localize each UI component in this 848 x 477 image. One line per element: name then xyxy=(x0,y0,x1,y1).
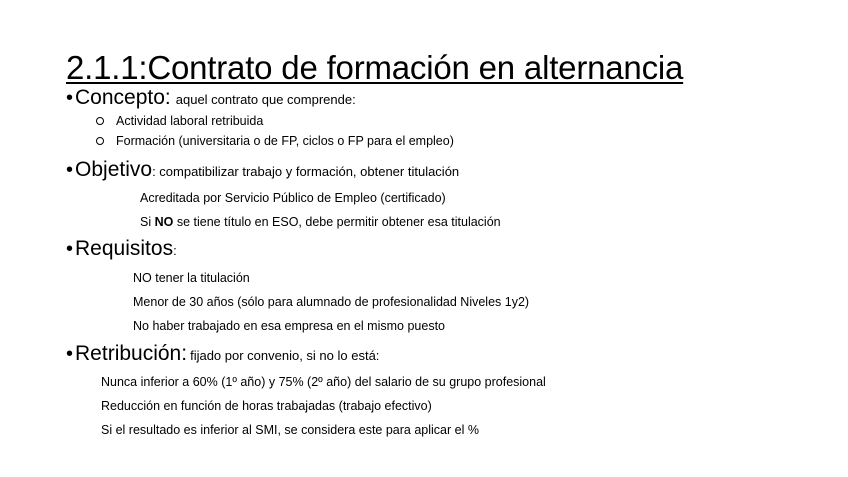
requisitos-head: Requisitos xyxy=(75,237,174,260)
objetivo-item-prefix: Si xyxy=(140,215,155,229)
objetivo-item: Acreditada por Servicio Público de Empleo (certificado) xyxy=(140,191,446,205)
concepto-item-text: Actividad laboral retribuida xyxy=(116,114,264,128)
requisitos-item: NO tener la titulación xyxy=(133,271,250,285)
retribucion-heading xyxy=(66,342,379,366)
retribucion-item: Si el resultado es inferior al SMI, se considera este para aplicar el % xyxy=(101,423,479,437)
bullet-icon: • xyxy=(66,343,74,365)
retribucion-head: Retribución: xyxy=(75,342,188,365)
retribucion-description: fijado por convenio, si no lo está: xyxy=(190,348,380,363)
bullet-icon: • xyxy=(66,87,74,109)
requisitos-heading xyxy=(66,237,177,261)
requisitos-colon: : xyxy=(173,243,177,258)
retribucion-item: Nunca inferior a 60% (1º año) y 75% (2º año) del salario de su grupo profesional xyxy=(101,375,546,389)
circle-bullet-icon xyxy=(96,137,104,145)
requisitos-item: Menor de 30 años (sólo para alumnado de profesionalidad Niveles 1y2) xyxy=(133,295,530,309)
bullet-icon: • xyxy=(66,238,74,260)
concepto-item-text: Formación (universitaria o de FP, ciclos o FP para el empleo) xyxy=(116,134,454,148)
slide-title: 2.1.1:Contrato de formación en alternancia xyxy=(66,49,684,86)
objetivo-head: Objetivo xyxy=(75,158,153,181)
objetivo-item xyxy=(140,215,501,229)
concepto-head: Concepto: xyxy=(75,86,171,109)
concepto-item xyxy=(96,134,454,148)
concepto-description: aquel contrato que comprende: xyxy=(175,92,356,107)
concepto-heading xyxy=(66,86,356,110)
requisitos-item: No haber trabajado en esa empresa en el mismo puesto xyxy=(133,319,445,333)
retribucion-item: Reducción en función de horas trabajadas (trabajo efectivo) xyxy=(101,399,432,413)
circle-bullet-icon xyxy=(96,117,104,125)
objetivo-heading xyxy=(66,158,459,182)
bullet-icon: • xyxy=(66,159,74,181)
concepto-item xyxy=(96,114,263,128)
objetivo-item-emphasis: NO xyxy=(154,215,174,229)
objetivo-description: : compatibilizar trabajo y formación, obtener titulación xyxy=(152,164,460,179)
objetivo-item-suffix: se tiene título en ESO, debe permitir obtener esa titulación xyxy=(173,215,501,229)
